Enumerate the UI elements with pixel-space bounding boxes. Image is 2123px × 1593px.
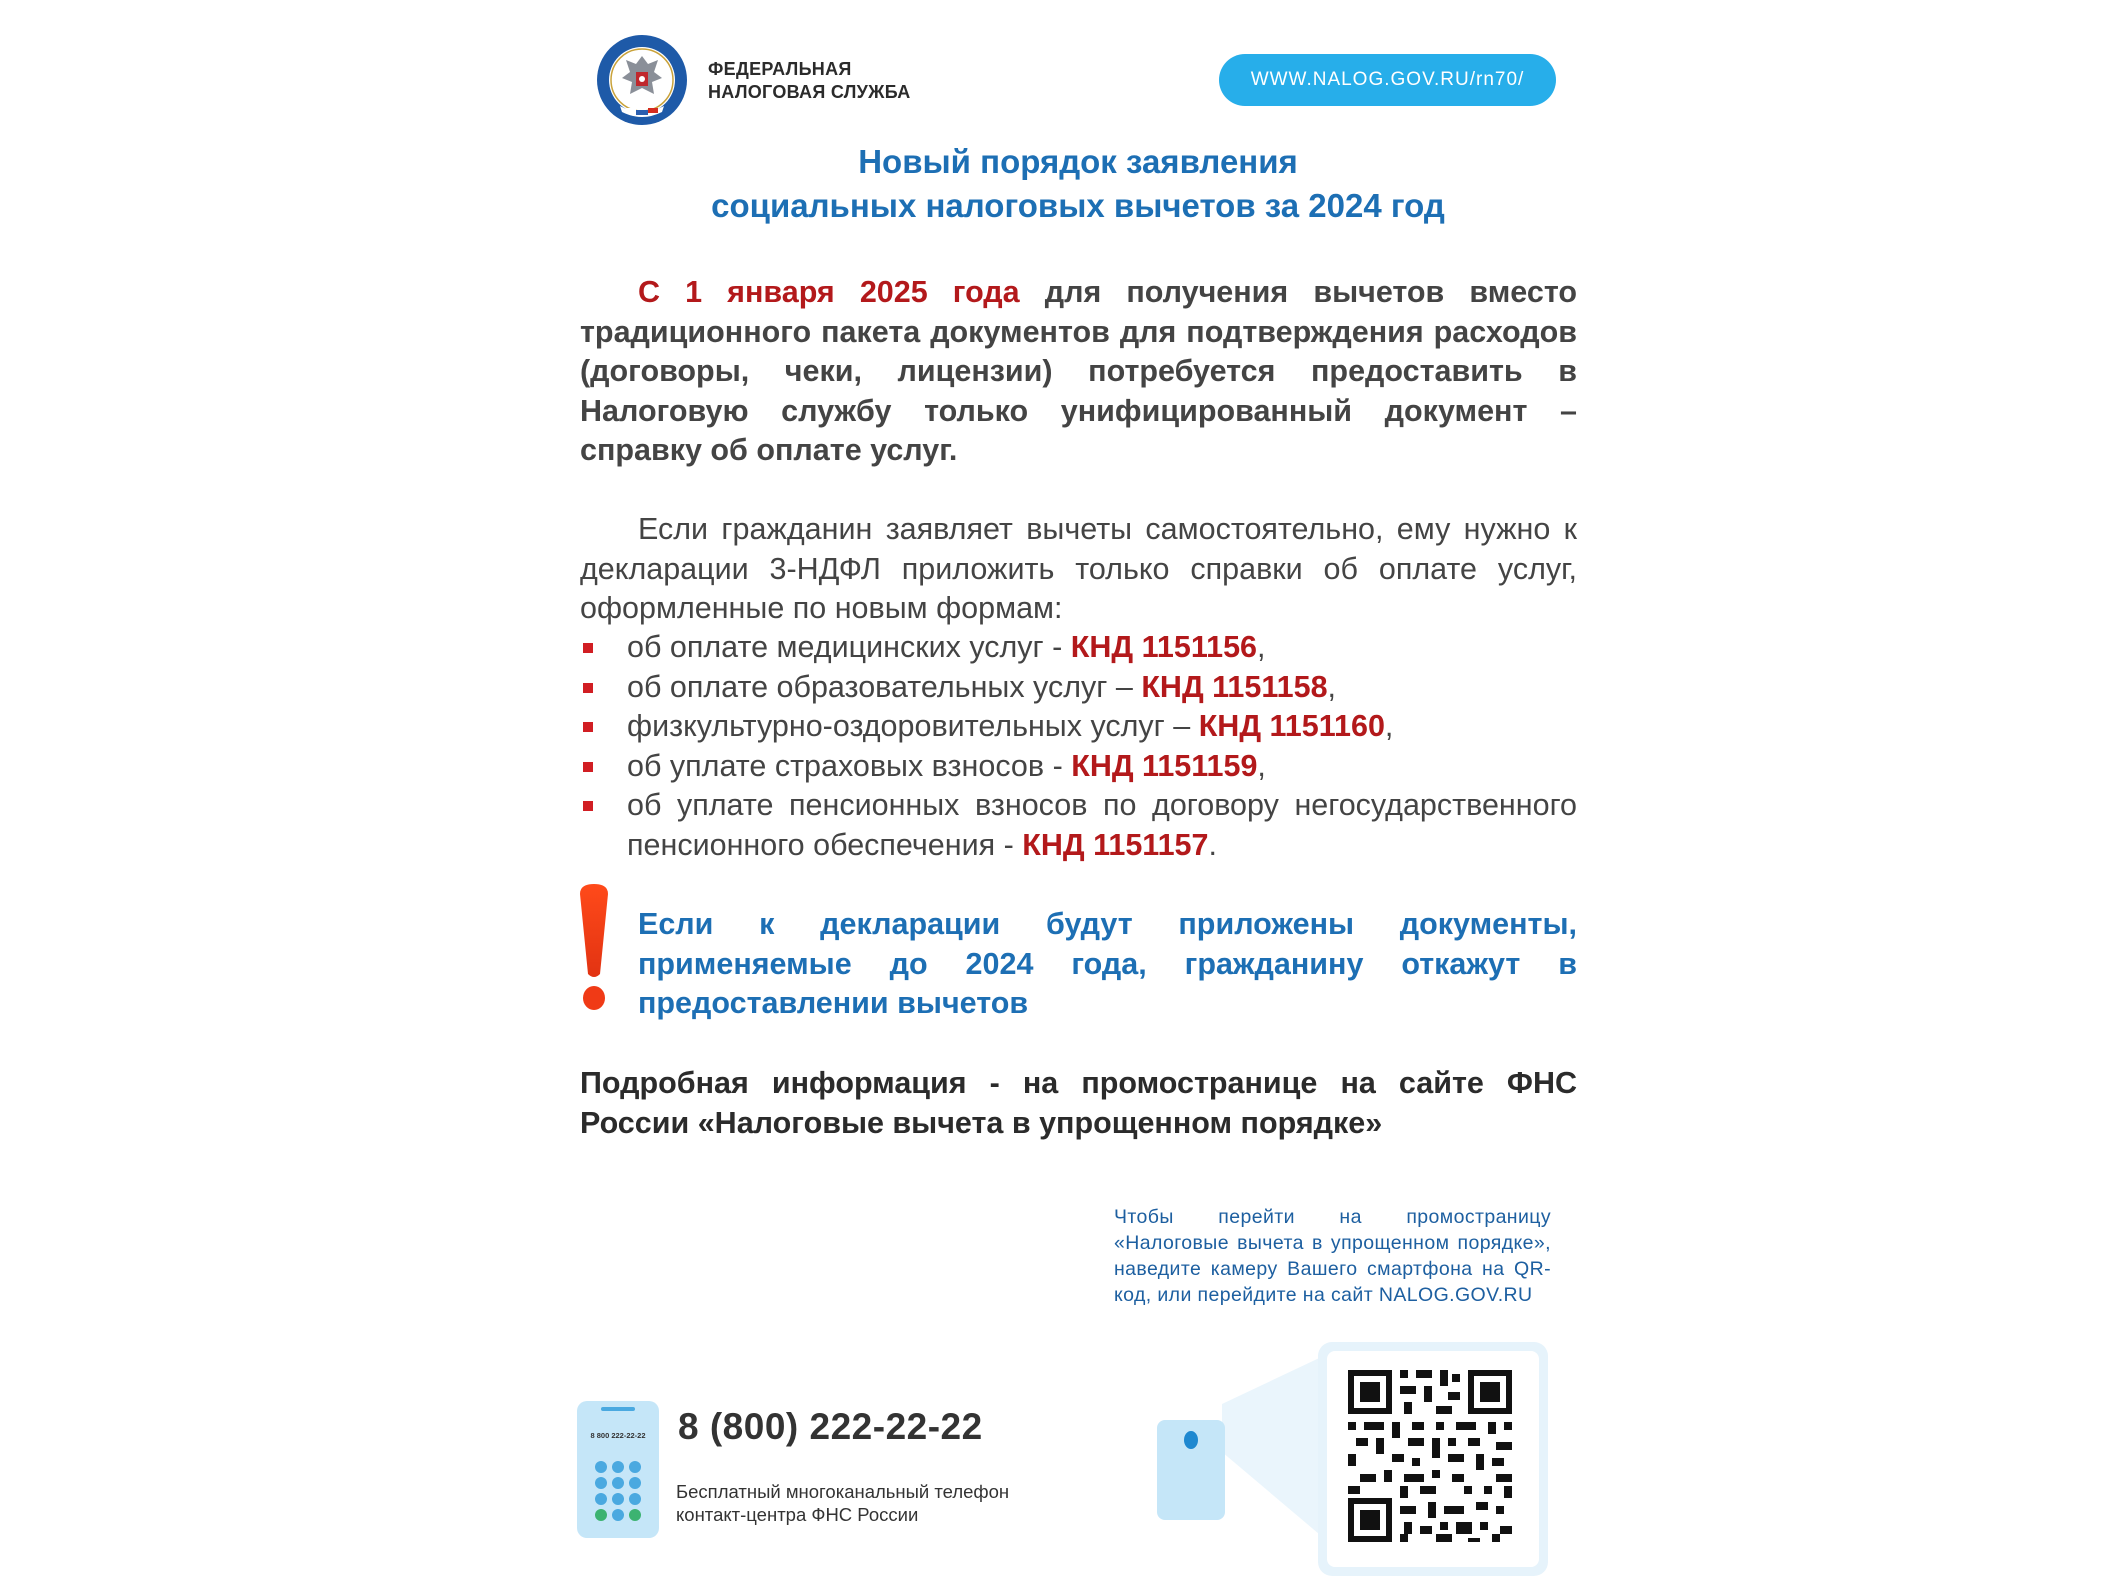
list-item xyxy=(580,668,1577,708)
title-line1: Новый порядок заявления xyxy=(858,143,1298,180)
instructions-text: Если гражданин заявляет вычеты самостоятельно, ему нужно к декларации 3-НДФЛ приложить только справки об оплате услуг, оформленные по новым формам: xyxy=(580,512,1577,625)
form-code: КНД 1151158 xyxy=(1141,669,1328,704)
forms-list xyxy=(580,628,1577,865)
list-item-end: , xyxy=(1384,709,1394,743)
date-highlight: С 1 января 2025 года xyxy=(638,275,1020,309)
warning-text: Если к декларации будут приложены документы, применяемые до 2024 года, гражданину откажут в предоставлении вычетов xyxy=(638,907,1577,1020)
smartphone-camera-icon xyxy=(1157,1420,1225,1520)
list-item-end: , xyxy=(1257,630,1266,664)
form-code: КНД 1151160 xyxy=(1198,709,1385,743)
hotline-number[interactable]: 8 (800) 222-22-22 xyxy=(678,1406,983,1447)
instructions-paragraph xyxy=(580,510,1577,629)
list-item-text: об уплате пенсионных взносов по договору негосударственного пенсионного обеспечения - xyxy=(627,788,1577,862)
bullet-square-icon xyxy=(583,643,593,653)
qr-caption: Чтобы перейти на промостраницу «Налоговые вычета в упрощенном порядке», наведите камеру Вашего смартфона на QR-код, или перейдите на сайт NALOG.GOV.RU xyxy=(1114,1206,1551,1306)
phone-keypad-icon xyxy=(577,1401,659,1538)
form-code: КНД 1151159 xyxy=(1071,748,1258,783)
site-url-badge[interactable] xyxy=(1219,54,1556,106)
phone-screen-number: 8 800 222-22-22 xyxy=(590,1431,646,1440)
qr-scan-illustration xyxy=(1150,1340,1550,1580)
bullet-square-icon xyxy=(583,683,593,693)
list-item-text: физкультурно-оздоровительных услуг – xyxy=(627,709,1199,743)
bullet-square-icon xyxy=(583,801,593,811)
fns-emblem-icon xyxy=(596,34,688,126)
list-item-text: об оплате образовательных услуг – xyxy=(627,669,1142,704)
hotline-desc-line2: контакт-центра ФНС России xyxy=(676,1504,919,1525)
more-info-text: Подробная информация - на промостранице на сайте ФНС России «Налоговые вычета в упрощенном порядке» xyxy=(580,1066,1577,1140)
list-item xyxy=(580,786,1577,865)
hotline-desc-line1: Бесплатный многоканальный телефон xyxy=(676,1481,1010,1502)
page-title xyxy=(578,140,1578,228)
hotline-description xyxy=(676,1480,1009,1526)
list-item-end: . xyxy=(1208,827,1217,862)
org-name-line1: ФЕДЕРАЛЬНАЯ xyxy=(708,59,852,79)
form-code: КНД 1151156 xyxy=(1070,630,1257,664)
list-item-end: , xyxy=(1327,669,1337,704)
list-item xyxy=(580,707,1577,747)
org-name-line2: НАЛОГОВАЯ СЛУЖБА xyxy=(708,82,911,102)
intro-text: для получения вычетов вместо традиционного пакета документов для подтверждения расходов (договоры, чеки, лицензии) потребуется предоставить в Налоговую службу только унифицированный документ – справку об оплате услуг. xyxy=(580,275,1577,467)
intro-paragraph xyxy=(580,273,1577,471)
bullet-square-icon xyxy=(583,762,593,772)
list-item-text: об уплате страховых взносов - xyxy=(627,748,1072,783)
form-code: КНД 1151157 xyxy=(1022,827,1209,862)
list-item xyxy=(580,628,1577,668)
title-line2: социальных налоговых вычетов за 2024 год xyxy=(711,187,1445,224)
exclamation-icon xyxy=(576,882,612,1012)
site-url-text: WWW.NALOG.GOV.RU/rn70/ xyxy=(1250,69,1525,90)
org-name xyxy=(708,58,911,104)
bullet-square-icon xyxy=(583,722,593,732)
list-item-text: об оплате медицинских услуг - xyxy=(627,630,1071,664)
list-item xyxy=(580,747,1577,787)
list-item-end: , xyxy=(1257,748,1266,783)
